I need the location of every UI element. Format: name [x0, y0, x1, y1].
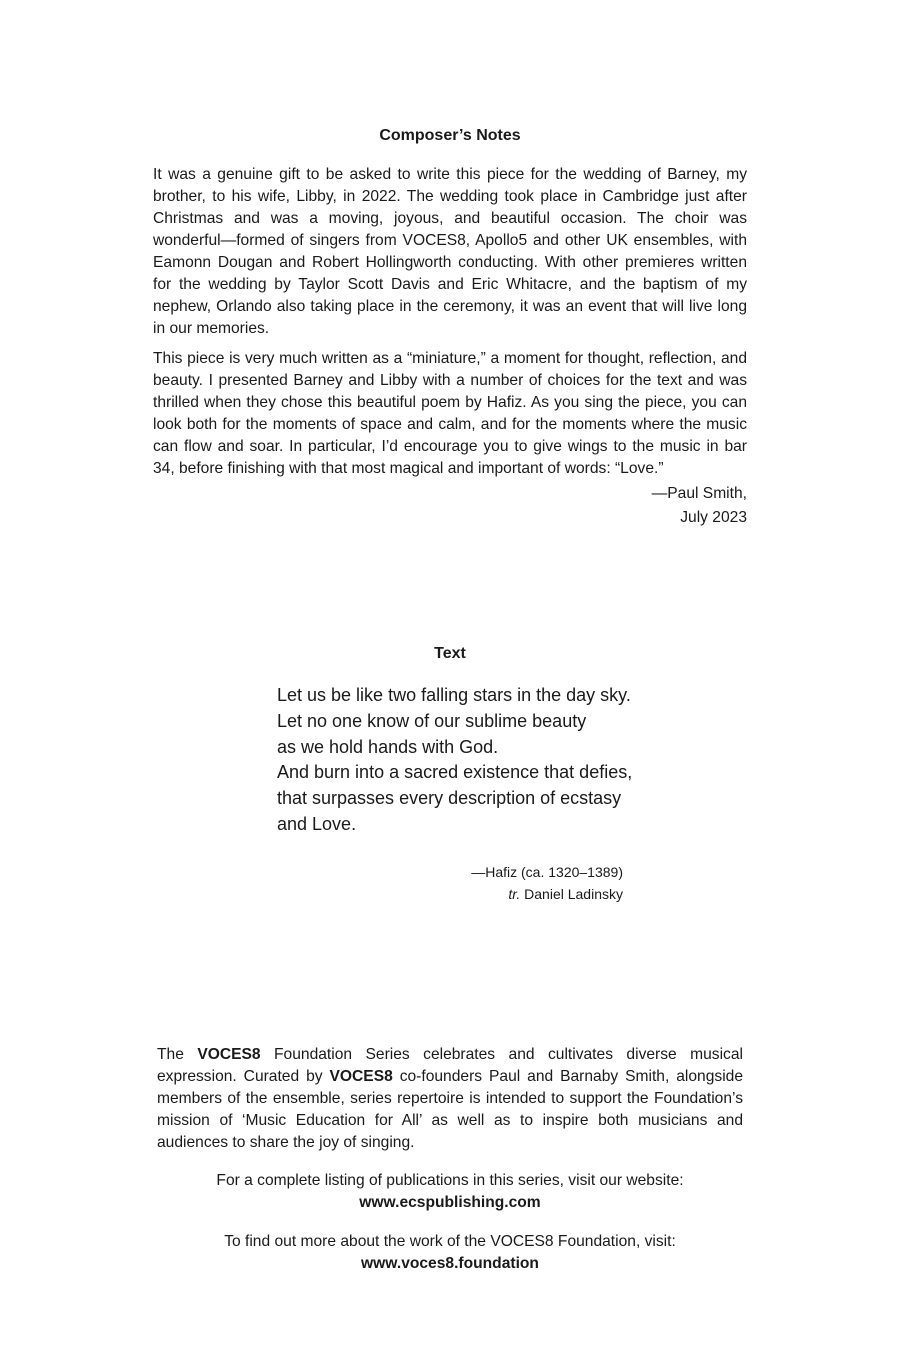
foundation-text: The [157, 1046, 198, 1063]
poem-line: as we hold hands with God. [277, 736, 499, 757]
foundation-series-description [157, 1044, 743, 1154]
poem-translator [400, 883, 623, 905]
signature-date: July 2023 [680, 509, 747, 526]
foundation-text: co-founders Paul and Barnaby Smith, alongside members of the ensemble, series repertoire is intended to support the Foundation’s mission of ‘Music Education for All’ as well as to inspire both musicians and audiences to share the joy of singing. [157, 1068, 743, 1151]
poem-line: And burn into a sacred existence that defies, [277, 762, 633, 783]
voces8-brand: VOCES8 [197, 1046, 261, 1063]
translator-name: Daniel Ladinsky [520, 886, 623, 902]
notes-paragraph-2: This piece is very much written as a “miniature,” a moment for thought, reflection, and beauty. I presented Barney and Libby with a number of choices for the text and was thrilled when they chose this beautiful poem by Hafiz. As you sing the piece, you can look both for the moments of space and calm, and for the moments where the music can flow and soar. In particular, I’d encourage you to give wings to the music in bar 34, before finishing with that most magical and important of words: “Love.” [153, 350, 747, 477]
foundation-text: Foundation Series celebrates and cultivates diverse musical expression. Curated by [157, 1046, 743, 1085]
voces8-brand: VOCES8 [329, 1068, 393, 1085]
composers-notes-title: Composer’s Notes [379, 127, 521, 144]
publications-listing [0, 1170, 900, 1214]
poem-line: and Love. [277, 813, 357, 834]
translator-prefix: tr. [508, 886, 521, 902]
notes-signature [153, 482, 747, 530]
voces8-foundation-link[interactable]: www.voces8.foundation [361, 1255, 539, 1272]
listing-text: For a complete listing of publications in this series, visit our website: [216, 1172, 684, 1189]
text-section-title: Text [434, 645, 466, 662]
signature-name: —Paul Smith, [651, 485, 747, 502]
poem [277, 683, 637, 838]
foundation-visit [0, 1231, 900, 1275]
poem-line: that surpasses every description of ecstasy [277, 788, 622, 809]
poem-attribution [400, 861, 623, 905]
poem-line: Let us be like two falling stars in the day sky. [277, 685, 631, 705]
visit-text: To find out more about the work of the VOCES8 Foundation, visit: [224, 1233, 676, 1250]
poem-author: —Hafiz (ca. 1320–1389) [471, 864, 623, 880]
ecspublishing-link[interactable]: www.ecspublishing.com [359, 1194, 541, 1211]
poem-line: Let no one know of our sublime beauty [277, 710, 587, 731]
composers-notes-body [153, 164, 747, 530]
notes-paragraph-1: It was a genuine gift to be asked to write this piece for the wedding of Barney, my brother, to his wife, Libby, in 2022. The wedding took place in Cambridge just after Christmas and was a moving, joyous, and beautiful occasion. The choir was wonderful—formed of singers from VOCES8, Apollo5 and other UK ensembles, with Eamonn Dougan and Robert Hollingworth conducting. With other premieres written for the wedding by Taylor Scott Davis and Eric Whitacre, and the baptism of my nephew, Orlando also taking place in the ceremony, it was an event that will live long in our memories. [153, 166, 747, 337]
